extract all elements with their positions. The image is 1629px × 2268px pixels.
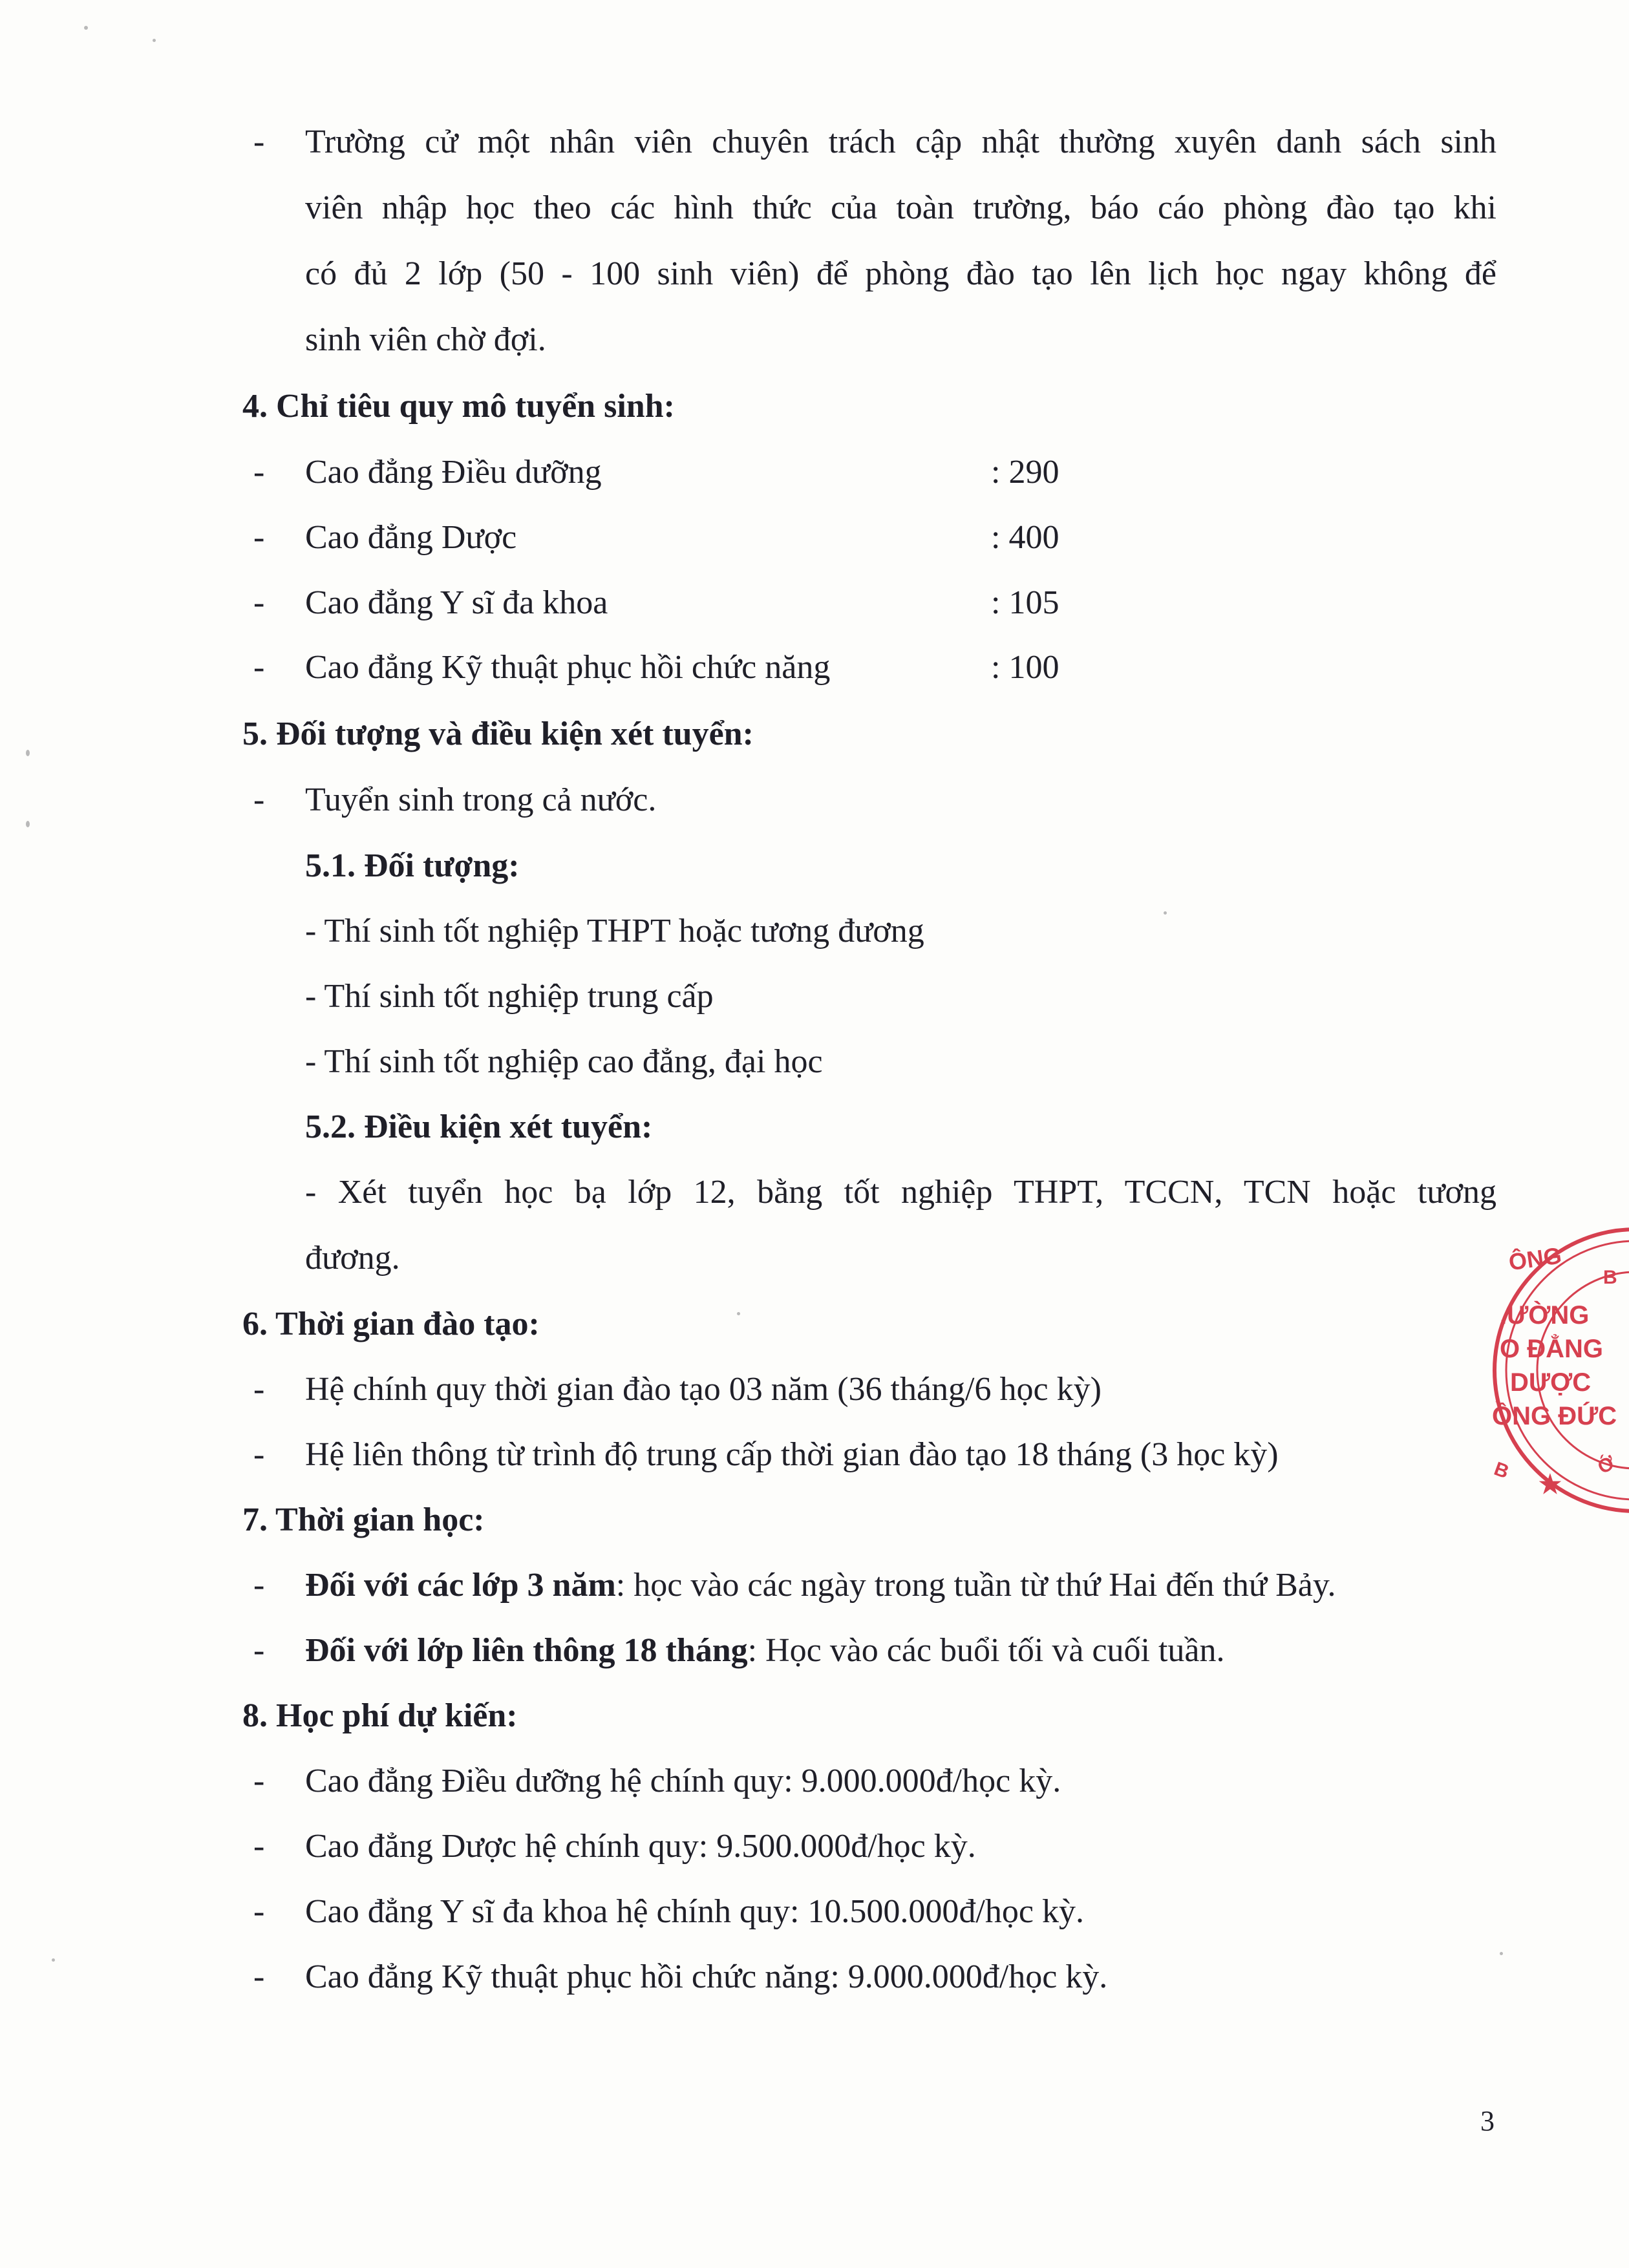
schedule-item-text: : Học vào các buổi tối và cuối tuần.	[747, 1632, 1225, 1669]
svg-text:O ĐẲNG: O ĐẲNG	[1500, 1335, 1603, 1363]
schedule-item-text: : học vào các ngày trong tuần từ thứ Hai đến thứ Bảy.	[615, 1567, 1336, 1604]
target-item: - Thí sinh tốt nghiệp trung cấp	[305, 978, 714, 1015]
bullet-dash: -	[253, 123, 265, 160]
schedule-item	[305, 1565, 1336, 1606]
svg-text:DƯỢC: DƯỢC	[1510, 1368, 1592, 1397]
scan-speck	[1164, 911, 1167, 915]
svg-text:ỒNG ĐỨC: ỒNG ĐỨC	[1492, 1402, 1617, 1430]
quota-value: : 105	[991, 584, 1059, 621]
svg-text:.ƯỜNG: .ƯỜNG	[1500, 1301, 1590, 1330]
bullet-dash: -	[253, 1958, 265, 1995]
tuition-item: Cao đẳng Điều dưỡng hệ chính quy: 9.000.000đ/học kỳ.	[305, 1763, 1061, 1799]
duration-item: Hệ liên thông từ trình độ trung cấp thời gian đào tạo 18 tháng (3 học kỳ)	[305, 1436, 1279, 1473]
bullet-dash: -	[253, 649, 265, 686]
scan-speck	[26, 821, 30, 827]
school-seal-stamp	[1474, 1222, 1629, 1519]
section-5-2-heading: 5.2. Điều kiện xét tuyển:	[305, 1108, 653, 1145]
svg-text:ÔNG: ÔNG	[1507, 1242, 1564, 1276]
condition-line-2: đương.	[305, 1240, 400, 1277]
duration-item: Hệ chính quy thời gian đào tạo 03 năm (36 tháng/6 học kỳ)	[305, 1371, 1102, 1408]
quota-label: Cao đẳng Dược	[305, 519, 517, 556]
intro-line-3: có đủ 2 lớp (50 - 100 sinh viên) để phòng đào tạo lên lịch học ngay không để	[305, 255, 1496, 292]
schedule-item-bold: Đối với lớp liên thông 18 tháng	[305, 1632, 748, 1669]
intro-line-1: Trường cử một nhân viên chuyên trách cập nhật thường xuyên danh sách sinh	[305, 123, 1496, 160]
scan-speck	[52, 1958, 55, 1962]
section-6-heading: 6. Thời gian đào tạo:	[242, 1306, 540, 1342]
bullet-dash: -	[253, 1567, 265, 1604]
target-item: - Thí sinh tốt nghiệp cao đẳng, đại học	[305, 1043, 823, 1080]
section-5-heading: 5. Đối tượng và điều kiện xét tuyển:	[242, 715, 754, 752]
section-4-heading: 4. Chỉ tiêu quy mô tuyển sinh:	[242, 388, 675, 425]
quota-value: : 100	[991, 649, 1059, 686]
scan-speck	[153, 39, 156, 42]
bullet-dash: -	[253, 781, 265, 818]
quota-value: : 400	[991, 519, 1059, 556]
bullet-dash: -	[253, 1436, 265, 1473]
bullet-dash: -	[253, 1828, 265, 1865]
svg-text:B: B	[1491, 1457, 1512, 1483]
svg-text:Ớ: Ớ	[1594, 1452, 1619, 1479]
section-5-item: Tuyển sinh trong cả nước.	[305, 781, 657, 818]
intro-line-2: viên nhập học theo các hình thức của toàn trường, báo cáo phòng đào tạo khi	[305, 189, 1496, 226]
scan-speck	[84, 26, 88, 30]
bullet-dash: -	[253, 1763, 265, 1799]
bullet-dash: -	[253, 519, 265, 556]
schedule-item-bold: Đối với các lớp 3 năm	[305, 1567, 616, 1604]
bullet-dash: -	[253, 1893, 265, 1930]
page-number: 3	[1480, 2105, 1495, 2137]
scan-speck	[26, 750, 30, 756]
quota-label: Cao đẳng Y sĩ đa khoa	[305, 584, 608, 621]
tuition-item: Cao đẳng Kỹ thuật phục hồi chức năng: 9.000.000đ/học kỳ.	[305, 1958, 1108, 1995]
tuition-item: Cao đẳng Dược hệ chính quy: 9.500.000đ/học kỳ.	[305, 1828, 976, 1865]
intro-line-4: sinh viên chờ đợi.	[305, 321, 546, 358]
tuition-item: Cao đẳng Y sĩ đa khoa hệ chính quy: 10.500.000đ/học kỳ.	[305, 1893, 1084, 1930]
quota-label: Cao đẳng Điều dưỡng	[305, 454, 602, 491]
svg-text:★: ★	[1538, 1470, 1562, 1499]
bullet-dash: -	[253, 1632, 265, 1669]
quota-value: : 290	[991, 454, 1059, 491]
section-7-heading: 7. Thời gian học:	[242, 1501, 485, 1538]
schedule-item	[305, 1630, 1225, 1671]
condition-line-1: - Xét tuyển học bạ lớp 12, bằng tốt nghiệp THPT, TCCN, TCN hoặc tương	[305, 1174, 1496, 1211]
target-item: - Thí sinh tốt nghiệp THPT hoặc tương đương	[305, 913, 924, 949]
quota-label: Cao đẳng Kỹ thuật phục hồi chức năng	[305, 649, 831, 686]
section-5-1-heading: 5.1. Đối tượng:	[305, 847, 520, 884]
bullet-dash: -	[253, 454, 265, 491]
svg-text:B: B	[1603, 1267, 1617, 1288]
bullet-dash: -	[253, 1371, 265, 1408]
section-8-heading: 8. Học phí dự kiến:	[242, 1697, 518, 1734]
bullet-dash: -	[253, 584, 265, 621]
scan-speck	[737, 1312, 740, 1315]
scan-speck	[1500, 1952, 1503, 1955]
